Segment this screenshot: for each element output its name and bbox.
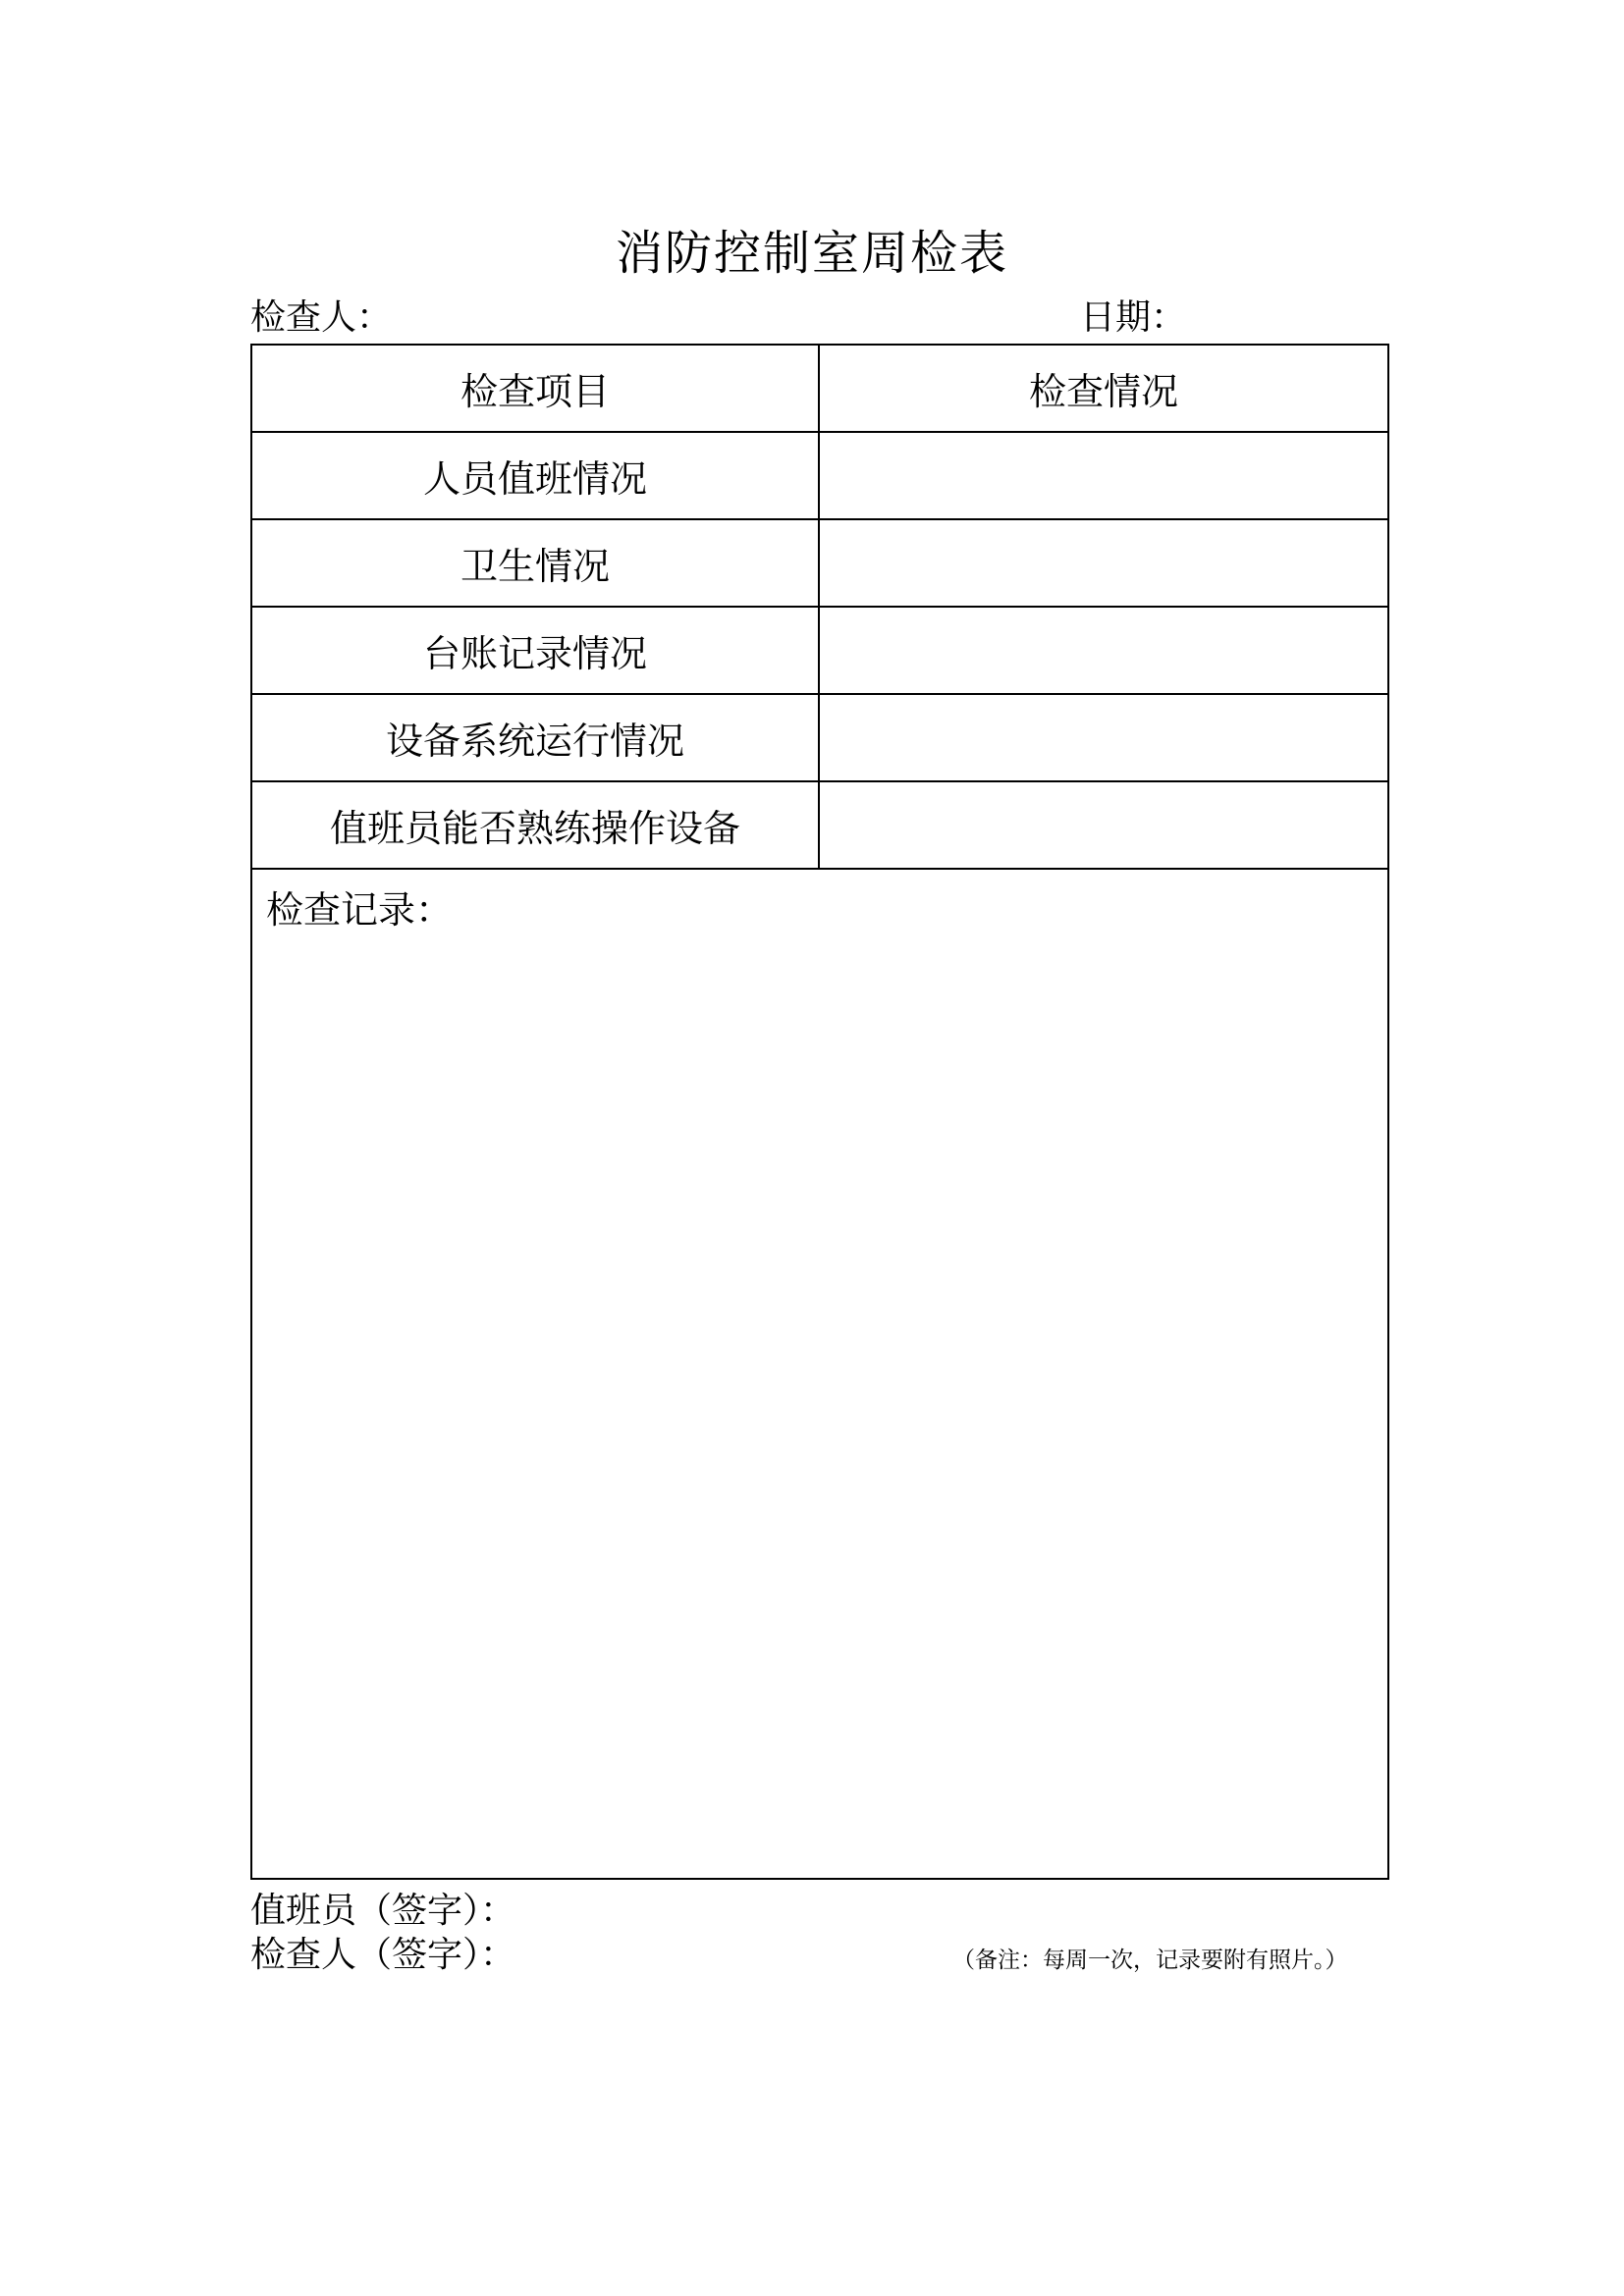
- table-header-row: [251, 345, 1388, 432]
- table-row: [251, 694, 1388, 781]
- check-item: 台账记录情况: [251, 607, 819, 694]
- check-item: 人员值班情况: [251, 432, 819, 519]
- inspection-table: [250, 344, 1389, 1880]
- status-cell[interactable]: [819, 519, 1388, 607]
- check-item: 设备系统运行情况: [251, 694, 819, 781]
- header-check-item: 检查项目: [251, 345, 819, 432]
- status-cell[interactable]: [819, 432, 1388, 519]
- table-row: [251, 607, 1388, 694]
- header-check-status: 检查情况: [819, 345, 1388, 432]
- footnote: （备注：每周一次，记录要附有照片。）: [952, 1948, 1348, 1973]
- check-item: 值班员能否熟练操作设备: [251, 781, 819, 869]
- table-row: [251, 519, 1388, 607]
- record-row: [251, 869, 1388, 1879]
- status-cell[interactable]: [819, 781, 1388, 869]
- inspection-record-box[interactable]: [251, 869, 1388, 1879]
- page-title: 消防控制室周检表: [615, 226, 1008, 281]
- date-label: 日期：: [1080, 297, 1187, 338]
- status-cell[interactable]: [819, 607, 1388, 694]
- check-item: 卫生情况: [251, 519, 819, 607]
- table-row: [251, 781, 1388, 869]
- status-cell[interactable]: [819, 694, 1388, 781]
- inspector-label: 检查人：: [250, 297, 393, 338]
- duty-officer-signature-label: 值班员（签字）：: [250, 1891, 516, 1931]
- table-row: [251, 432, 1388, 519]
- record-label: 检查记录：: [266, 888, 454, 932]
- inspector-signature-label: 检查人（签字）：: [250, 1935, 516, 1975]
